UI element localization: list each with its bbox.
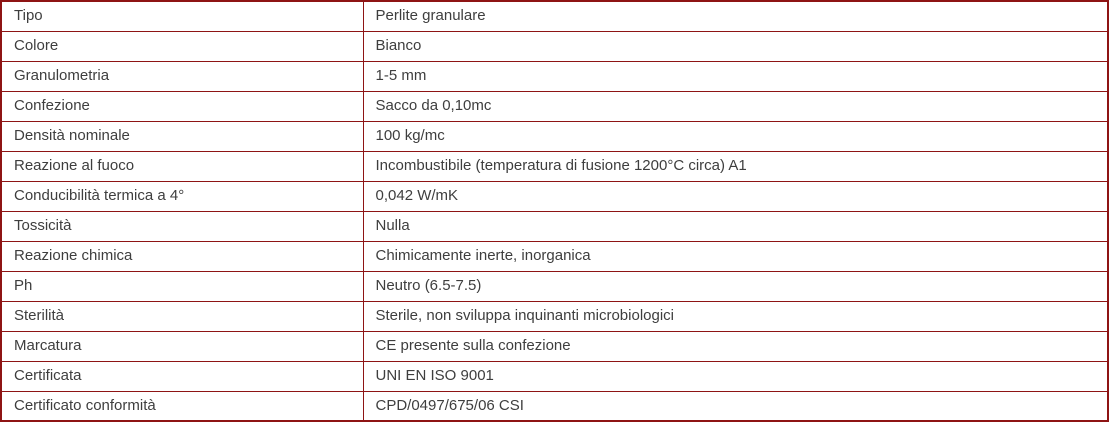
spec-value: Nulla — [363, 211, 1108, 241]
spec-label: Certificata — [1, 361, 363, 391]
spec-value: Bianco — [363, 31, 1108, 61]
table-row — [1, 211, 1108, 241]
spec-value: Perlite granulare — [363, 1, 1108, 31]
table-row — [1, 271, 1108, 301]
spec-label: Granulometria — [1, 61, 363, 91]
spec-label: Marcatura — [1, 331, 363, 361]
spec-label: Sterilità — [1, 301, 363, 331]
spec-value: Incombustibile (temperatura di fusione 1200°C circa) A1 — [363, 151, 1108, 181]
spec-label: Confezione — [1, 91, 363, 121]
spec-label: Ph — [1, 271, 363, 301]
spec-label: Tossicità — [1, 211, 363, 241]
spec-value: Chimicamente inerte, inorganica — [363, 241, 1108, 271]
table-row — [1, 121, 1108, 151]
spec-value: CE presente sulla confezione — [363, 331, 1108, 361]
spec-value: UNI EN ISO 9001 — [363, 361, 1108, 391]
spec-value: Sterile, non sviluppa inquinanti microbiologici — [363, 301, 1108, 331]
table-row — [1, 1, 1108, 31]
spec-value: 100 kg/mc — [363, 121, 1108, 151]
spec-label: Tipo — [1, 1, 363, 31]
spec-label: Conducibilità termica a 4° — [1, 181, 363, 211]
table-row — [1, 331, 1108, 361]
table-row — [1, 361, 1108, 391]
spec-label: Reazione chimica — [1, 241, 363, 271]
spec-value: 0,042 W/mK — [363, 181, 1108, 211]
spec-label: Reazione al fuoco — [1, 151, 363, 181]
spec-value: CPD/0497/675/06 CSI — [363, 391, 1108, 421]
table-row — [1, 181, 1108, 211]
spec-value: 1-5 mm — [363, 61, 1108, 91]
table-row — [1, 151, 1108, 181]
table-row — [1, 31, 1108, 61]
spec-label: Densità nominale — [1, 121, 363, 151]
table-row — [1, 241, 1108, 271]
spec-value: Sacco da 0,10mc — [363, 91, 1108, 121]
table-row — [1, 391, 1108, 421]
table-row — [1, 61, 1108, 91]
spec-label: Certificato conformità — [1, 391, 363, 421]
table-row — [1, 301, 1108, 331]
table-row — [1, 91, 1108, 121]
spec-table-body — [1, 1, 1108, 421]
spec-label: Colore — [1, 31, 363, 61]
spec-value: Neutro (6.5-7.5) — [363, 271, 1108, 301]
